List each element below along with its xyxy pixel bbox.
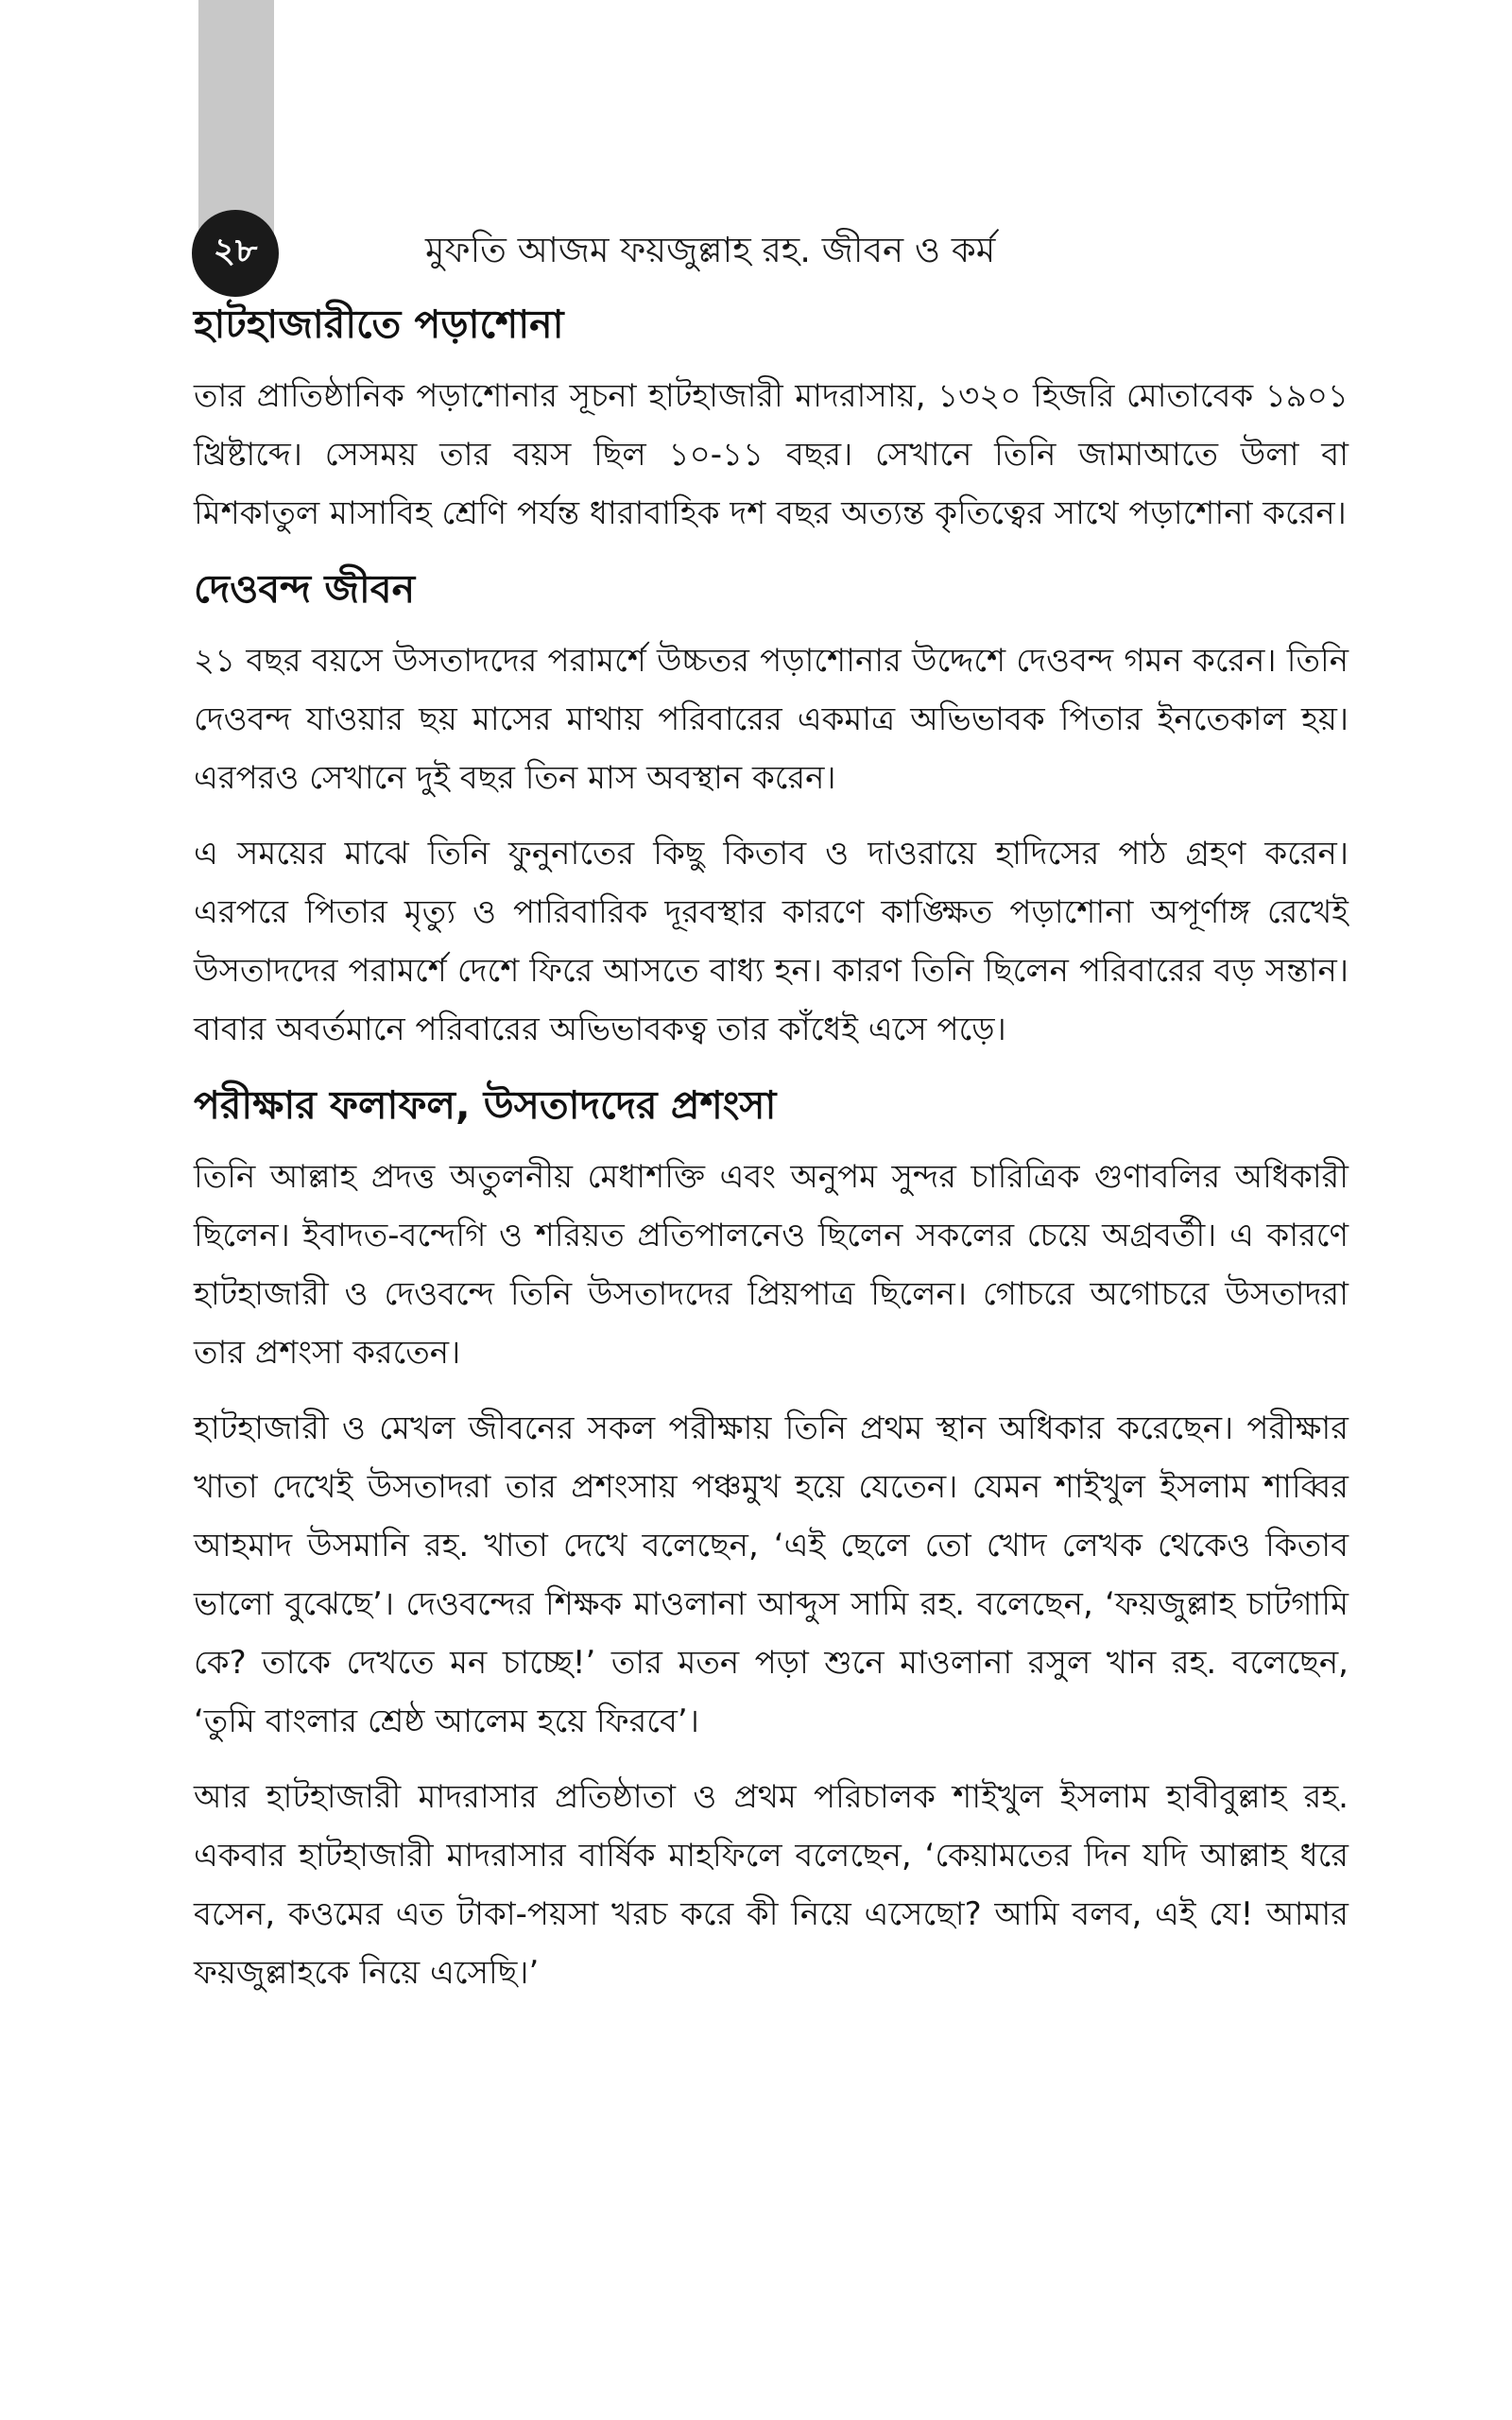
section-deoband-life <box>194 560 1349 1059</box>
section-exam-results <box>194 1076 1349 2002</box>
paragraph: আর হাটহাজারী মাদরাসার প্রতিষ্ঠাতা ও প্রথম পরিচালক শাইখুল ইসলাম হাবীবুল্লাহ রহ. একবার হাটহাজারী মাদরাসার বার্ষিক মাহফিলে বলেছেন, ‘কেয়ামতের দিন যদি আল্লাহ ধরে বসেন, কওমের এত টাকা-পয়সা খরচ করে কী নিয়ে এসেছো? আমি বলব, এই যে! আমার ফয়জুল্লাহকে নিয়ে এসেছি।’ <box>194 1778 1349 1992</box>
side-tab-marker <box>198 0 274 236</box>
section-hathazari-studies <box>194 295 1349 543</box>
section-heading: হাটহাজারীতে পড়াশোনা <box>194 302 564 347</box>
running-header-title: মুফতি আজম ফয়জুল্লাহ রহ. জীবন ও কর্ম <box>425 230 996 270</box>
paragraph: হাটহাজারী ও মেখল জীবনের সকল পরীক্ষায় তিনি প্রথম স্থান অধিকার করেছেন। পরীক্ষার খাতা দেখেই উসতাদরা তার প্রশংসায় পঞ্চমুখ হয়ে যেতেন। যেমন শাইখুল ইসলাম শাব্বির আহমাদ উসমানি রহ. খাতা দেখে বলেছেন, ‘এই ছেলে তো খোদ লেখক থেকেও কিতাব ভালো বুঝেছে’। দেওবন্দের শিক্ষক মাওলানা আব্দুস সামি রহ. বলেছেন, ‘ফয়জুল্লাহ চাটগামি কে? তাকে দেখতে মন চাচ্ছে!’ তার মতন পড়া শুনে মাওলানা রসুল খান রহ. বলেছেন, ‘তুমি বাংলার শ্রেষ্ঠ আলেম হয়ে ফিরবে’। <box>194 1409 1349 1740</box>
page-number: ২৮ <box>192 210 279 297</box>
page-body <box>194 295 1349 2019</box>
paragraph: তার প্রাতিষ্ঠানিক পড়াশোনার সূচনা হাটহাজারী মাদরাসায়, ১৩২০ হিজরি মোতাবেক ১৯০১ খ্রিষ্টাব্দে। সেসময় তার বয়স ছিল ১০-১১ বছর। সেখানে তিনি জামাআতে উলা বা মিশকাতুল মাসাবিহ শ্রেণি পর্যন্ত ধারাবাহিক দশ বছর অত্যন্ত কৃতিত্বের সাথে পড়াশোনা করেন। <box>194 377 1349 532</box>
paragraph: তিনি আল্লাহ প্রদত্ত অতুলনীয় মেধাশক্তি এবং অনুপম সুন্দর চারিত্রিক গুণাবলির অধিকারী ছিলেন। ইবাদত-বন্দেগি ও শরিয়ত প্রতিপালনেও ছিলেন সকলের চেয়ে অগ্রবর্তী। এ কারণে হাটহাজারী ও দেওবন্দে তিনি উসতাদদের প্রিয়পাত্র ছিলেন। গোচরে অগোচরে উসতাদরা তার প্রশংসা করতেন। <box>194 1158 1349 1372</box>
paragraph: এ সময়ের মাঝে তিনি ফুনুনাতের কিছু কিতাব ও দাওরায়ে হাদিসের পাঠ গ্রহণ করেন। এরপরে পিতার মৃত্যু ও পারিবারিক দূরবস্থার কারণে কাঙ্ক্ষিত পড়াশোনা অপূর্ণাঙ্গ রেখেই উসতাদদের পরামর্শে দেশে ফিরে আসতে বাধ্য হন। কারণ তিনি ছিলেন পরিবারের বড় সন্তান। বাবার অবর্তমানে পরিবারের অভিভাবকত্ব তার কাঁধেই এসে পড়ে। <box>194 835 1349 1048</box>
paragraph: ২১ বছর বয়সে উসতাদদের পরামর্শে উচ্চতর পড়াশোনার উদ্দেশে দেওবন্দ গমন করেন। তিনি দেওবন্দ যাওয়ার ছয় মাসের মাথায় পরিবারের একমাত্র অভিভাবক পিতার ইনতেকাল হয়। এরপরও সেখানে দুই বছর তিন মাস অবস্থান করেন। <box>194 642 1349 797</box>
section-heading: দেওবন্দ জীবন <box>194 566 416 612</box>
section-heading: পরীক্ষার ফলাফল, উসতাদদের প্রশংসা <box>194 1082 777 1128</box>
